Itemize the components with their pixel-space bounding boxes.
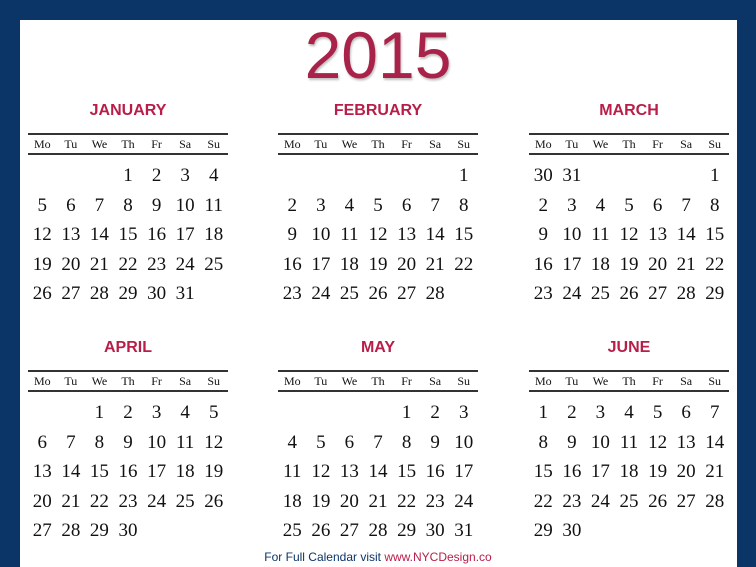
day-cell: 6	[344, 431, 355, 453]
day-cell: 3	[595, 402, 606, 423]
weekday-label: Fr	[401, 374, 412, 388]
empty-cell	[28, 161, 57, 191]
weekday-label: Mo	[534, 137, 552, 151]
day-grid	[529, 161, 729, 309]
day-cell: 18	[590, 253, 610, 275]
weekday-label: Mo	[534, 374, 552, 388]
month-january	[28, 101, 228, 309]
day-cell: 5	[652, 402, 663, 423]
day-cell: 20	[32, 490, 52, 512]
day-cell: 10	[175, 194, 195, 216]
day-cell: 5	[624, 194, 634, 216]
day-cell: 13	[32, 461, 52, 482]
day-cell: 15	[397, 461, 417, 482]
day-cell: 23	[282, 283, 302, 304]
day-cell: 2	[430, 402, 440, 423]
day-cell: 16	[425, 461, 445, 482]
year-title: 2015	[304, 18, 452, 92]
day-cell: 2	[567, 402, 577, 423]
day-cell: 29	[533, 520, 553, 541]
weekday-label: Mo	[33, 137, 51, 151]
day-cell: 19	[619, 253, 639, 275]
day-cell: 24	[454, 490, 474, 512]
day-cell: 26	[368, 283, 388, 304]
day-cell: 5	[373, 194, 383, 216]
day-cell: 20	[397, 253, 417, 275]
day-cell: 7	[66, 431, 76, 453]
day-cell: 25	[590, 283, 610, 304]
weekday-label: Th	[121, 374, 135, 388]
day-cell: 23	[118, 490, 138, 512]
weekday-label: Sa	[429, 374, 442, 388]
day-cell: 21	[425, 253, 445, 275]
month-may	[278, 338, 478, 546]
weekday-label: Su	[207, 374, 221, 388]
day-cell: 24	[590, 490, 610, 512]
empty-cell	[421, 161, 450, 191]
weekday-header	[278, 370, 478, 392]
day-grid	[278, 398, 478, 546]
empty-cell	[307, 398, 336, 428]
day-cell: 12	[619, 224, 639, 245]
day-cell: 20	[676, 461, 696, 482]
day-cell: 16	[118, 461, 138, 482]
day-cell: 16	[147, 224, 167, 245]
day-cell: 17	[562, 253, 582, 275]
day-cell: 3	[458, 402, 469, 423]
day-cell: 28	[425, 283, 445, 304]
day-cell: 11	[175, 431, 195, 453]
day-cell: 15	[89, 461, 109, 482]
day-cell: 29	[705, 283, 725, 304]
day-cell: 3	[180, 165, 190, 186]
day-cell: 27	[676, 490, 696, 512]
day-cell: 28	[61, 520, 81, 541]
day-cell: 24	[175, 253, 195, 275]
empty-cell	[586, 161, 615, 191]
day-cell: 11	[283, 461, 302, 482]
month-name: FEBRUARY	[333, 102, 423, 119]
weekday-label: We	[592, 137, 609, 151]
day-cell: 1	[401, 402, 412, 423]
day-cell: 2	[151, 165, 162, 186]
day-cell: 25	[175, 490, 195, 512]
day-cell: 9	[538, 224, 549, 245]
day-cell: 21	[89, 253, 109, 275]
day-cell: 29	[89, 520, 109, 541]
weekday-label: Tu	[565, 137, 579, 151]
day-cell: 14	[676, 224, 696, 245]
weekday-label: Fr	[652, 137, 663, 151]
day-cell: 21	[368, 490, 388, 512]
day-cell: 31	[454, 520, 474, 541]
weekday-header	[529, 133, 729, 155]
day-cell: 10	[311, 224, 331, 245]
day-cell: 1	[538, 402, 549, 423]
day-grid	[28, 161, 228, 309]
day-grid	[278, 161, 478, 309]
day-cell: 19	[368, 253, 388, 275]
day-cell: 7	[430, 194, 440, 216]
day-cell: 24	[147, 490, 167, 512]
day-cell: 29	[397, 520, 417, 541]
weekday-label: Sa	[680, 374, 693, 388]
day-cell: 31	[175, 283, 195, 304]
weekday-label: We	[341, 374, 358, 388]
day-cell: 28	[89, 283, 109, 304]
day-cell: 1	[458, 165, 469, 186]
day-cell: 26	[619, 283, 639, 304]
day-cell: 22	[89, 490, 109, 512]
day-cell: 14	[425, 224, 445, 245]
day-cell: 18	[175, 461, 195, 482]
footer-link[interactable]: www.NYCDesign.co	[384, 550, 492, 564]
day-cell: 4	[180, 402, 190, 423]
weekday-label: Su	[457, 137, 471, 151]
day-cell: 1	[123, 165, 133, 186]
day-cell: 18	[282, 490, 302, 512]
weekday-label: Su	[708, 374, 722, 388]
empty-cell	[28, 398, 57, 428]
weekday-label: Tu	[565, 374, 579, 388]
weekday-header	[529, 370, 729, 392]
day-cell: 6	[681, 402, 691, 423]
day-cell: 6	[37, 431, 48, 453]
day-grid	[28, 398, 228, 546]
day-cell: 7	[681, 194, 691, 216]
weekday-label: Th	[121, 137, 135, 151]
weekday-label: Mo	[283, 137, 301, 151]
day-cell: 10	[590, 431, 610, 453]
day-cell: 12	[32, 224, 52, 245]
weekday-header	[28, 370, 228, 392]
day-cell: 3	[567, 194, 577, 216]
day-cell: 3	[316, 194, 326, 216]
weekday-label: Th	[371, 137, 385, 151]
day-cell: 12	[311, 461, 331, 482]
day-cell: 28	[368, 520, 388, 541]
weekday-label: Fr	[652, 374, 663, 388]
empty-cell	[335, 161, 364, 191]
day-cell: 5	[208, 402, 219, 423]
day-cell: 17	[175, 224, 195, 245]
day-cell: 14	[89, 224, 109, 245]
day-cell: 18	[619, 461, 639, 482]
empty-cell	[643, 161, 672, 191]
day-cell: 30	[425, 520, 445, 541]
day-cell: 8	[538, 431, 549, 453]
day-cell: 10	[147, 431, 167, 453]
day-cell: 22	[533, 490, 553, 512]
empty-cell	[57, 398, 86, 428]
day-cell: 26	[648, 490, 668, 512]
day-cell: 31	[562, 165, 582, 186]
day-cell: 8	[458, 194, 469, 216]
day-cell: 11	[340, 224, 359, 245]
weekday-label: Tu	[64, 137, 78, 151]
weekday-label: Tu	[64, 374, 78, 388]
day-cell: 13	[61, 224, 81, 245]
weekday-label: Tu	[314, 374, 328, 388]
day-cell: 21	[705, 461, 725, 482]
day-cell: 23	[147, 253, 167, 275]
weekday-label: Fr	[151, 137, 162, 151]
day-cell: 4	[624, 402, 634, 423]
day-cell: 9	[567, 431, 577, 453]
empty-cell	[57, 161, 86, 191]
day-cell: 19	[311, 490, 331, 512]
footer-text: For Full Calendar visit	[264, 550, 385, 564]
day-cell: 13	[648, 224, 668, 245]
day-cell: 22	[118, 253, 138, 275]
day-cell: 8	[123, 194, 133, 216]
day-cell: 1	[94, 402, 105, 423]
day-cell: 29	[118, 283, 138, 304]
weekday-label: Su	[457, 374, 471, 388]
day-cell: 13	[397, 224, 417, 245]
day-cell: 18	[204, 224, 224, 245]
day-cell: 8	[94, 431, 105, 453]
day-cell: 20	[339, 490, 359, 512]
weekday-label: Su	[708, 137, 722, 151]
empty-cell	[85, 161, 114, 191]
empty-cell	[278, 161, 307, 191]
day-cell: 15	[705, 224, 725, 245]
day-cell: 2	[287, 194, 298, 216]
weekday-label: Th	[371, 374, 385, 388]
day-cell: 25	[619, 490, 639, 512]
day-cell: 24	[562, 283, 582, 304]
day-cell: 6	[652, 194, 663, 216]
day-cell: 6	[66, 194, 76, 216]
day-cell: 16	[533, 253, 553, 275]
day-cell: 2	[123, 402, 133, 423]
weekday-label: We	[592, 374, 609, 388]
month-june	[529, 338, 729, 546]
day-cell: 19	[648, 461, 668, 482]
month-april	[28, 338, 228, 546]
empty-cell	[392, 161, 421, 191]
day-cell: 12	[368, 224, 388, 245]
day-cell: 26	[311, 520, 331, 541]
day-cell: 25	[339, 283, 359, 304]
day-cell: 8	[401, 431, 412, 453]
day-cell: 11	[204, 194, 223, 216]
day-cell: 4	[595, 194, 606, 216]
day-cell: 14	[368, 461, 388, 482]
day-cell: 9	[123, 431, 133, 453]
weekday-label: We	[91, 374, 108, 388]
day-cell: 30	[562, 520, 582, 541]
day-cell: 4	[208, 165, 219, 186]
day-cell: 9	[287, 224, 298, 245]
day-cell: 17	[311, 253, 331, 275]
day-cell: 25	[204, 253, 224, 275]
weekday-label: Fr	[151, 374, 162, 388]
weekday-header	[278, 133, 478, 155]
day-cell: 28	[705, 490, 725, 512]
day-cell: 7	[373, 431, 383, 453]
weekday-header	[28, 133, 228, 155]
day-cell: 16	[282, 253, 302, 275]
day-cell: 21	[676, 253, 696, 275]
footer	[0, 549, 756, 565]
day-cell: 30	[147, 283, 167, 304]
weekday-label: We	[91, 137, 108, 151]
day-cell: 22	[397, 490, 417, 512]
day-cell: 23	[562, 490, 582, 512]
day-cell: 17	[454, 461, 474, 482]
day-cell: 6	[401, 194, 412, 216]
day-cell: 22	[705, 253, 725, 275]
day-cell: 20	[648, 253, 668, 275]
month-name: JANUARY	[89, 102, 167, 119]
day-cell: 15	[118, 224, 138, 245]
day-cell: 27	[61, 283, 81, 304]
day-cell: 1	[709, 165, 720, 186]
day-cell: 27	[648, 283, 668, 304]
day-cell: 17	[147, 461, 167, 482]
empty-cell	[672, 161, 701, 191]
day-cell: 11	[591, 224, 610, 245]
day-cell: 27	[397, 283, 417, 304]
month-february	[278, 101, 478, 309]
weekday-label: Sa	[179, 137, 192, 151]
day-cell: 21	[61, 490, 81, 512]
day-cell: 26	[204, 490, 224, 512]
weekday-label: Tu	[314, 137, 328, 151]
day-cell: 18	[339, 253, 359, 275]
weekday-label: We	[341, 137, 358, 151]
day-cell: 15	[533, 461, 553, 482]
day-cell: 9	[151, 194, 162, 216]
day-cell: 4	[344, 194, 355, 216]
day-cell: 10	[562, 224, 582, 245]
day-cell: 14	[61, 461, 81, 482]
month-march	[529, 101, 729, 309]
empty-cell	[364, 161, 393, 191]
day-cell: 12	[648, 431, 668, 453]
day-grid	[529, 398, 729, 546]
month-name: APRIL	[104, 339, 152, 356]
day-cell: 13	[339, 461, 359, 482]
weekday-label: Sa	[179, 374, 192, 388]
day-cell: 2	[538, 194, 549, 216]
day-cell: 7	[709, 402, 720, 423]
day-cell: 7	[94, 194, 105, 216]
day-cell: 30	[118, 520, 138, 541]
day-cell: 30	[533, 165, 553, 186]
day-cell: 8	[709, 194, 720, 216]
day-cell: 20	[61, 253, 81, 275]
day-cell: 3	[151, 402, 162, 423]
day-cell: 17	[590, 461, 610, 482]
month-name: MARCH	[599, 102, 659, 119]
day-cell: 4	[287, 431, 298, 453]
weekday-label: Su	[207, 137, 221, 151]
empty-cell	[615, 161, 644, 191]
day-cell: 5	[37, 194, 48, 216]
day-cell: 24	[311, 283, 331, 304]
day-cell: 23	[533, 283, 553, 304]
weekday-label: Th	[622, 374, 636, 388]
empty-cell	[278, 398, 307, 428]
weekday-label: Sa	[429, 137, 442, 151]
day-cell: 16	[562, 461, 582, 482]
day-cell: 19	[204, 461, 224, 482]
month-name: MAY	[360, 339, 396, 356]
weekday-label: Mo	[283, 374, 301, 388]
day-cell: 27	[32, 520, 52, 541]
day-cell: 5	[316, 431, 326, 453]
day-cell: 25	[282, 520, 302, 541]
day-cell: 15	[454, 224, 474, 245]
day-cell: 22	[454, 253, 474, 275]
day-cell: 10	[454, 431, 474, 453]
day-cell: 28	[676, 283, 696, 304]
weekday-label: Fr	[401, 137, 412, 151]
day-cell: 11	[619, 431, 639, 453]
day-cell: 23	[425, 490, 445, 512]
empty-cell	[364, 398, 393, 428]
weekday-label: Mo	[33, 374, 51, 388]
day-cell: 13	[676, 431, 696, 453]
day-cell: 12	[204, 431, 224, 453]
weekday-label: Sa	[680, 137, 693, 151]
empty-cell	[335, 398, 364, 428]
empty-cell	[307, 161, 336, 191]
day-cell: 9	[430, 431, 440, 453]
day-cell: 14	[705, 431, 725, 453]
day-cell: 26	[32, 283, 52, 304]
day-cell: 27	[339, 520, 359, 541]
month-name: JUNE	[607, 339, 651, 356]
weekday-label: Th	[622, 137, 636, 151]
day-cell: 19	[32, 253, 52, 275]
